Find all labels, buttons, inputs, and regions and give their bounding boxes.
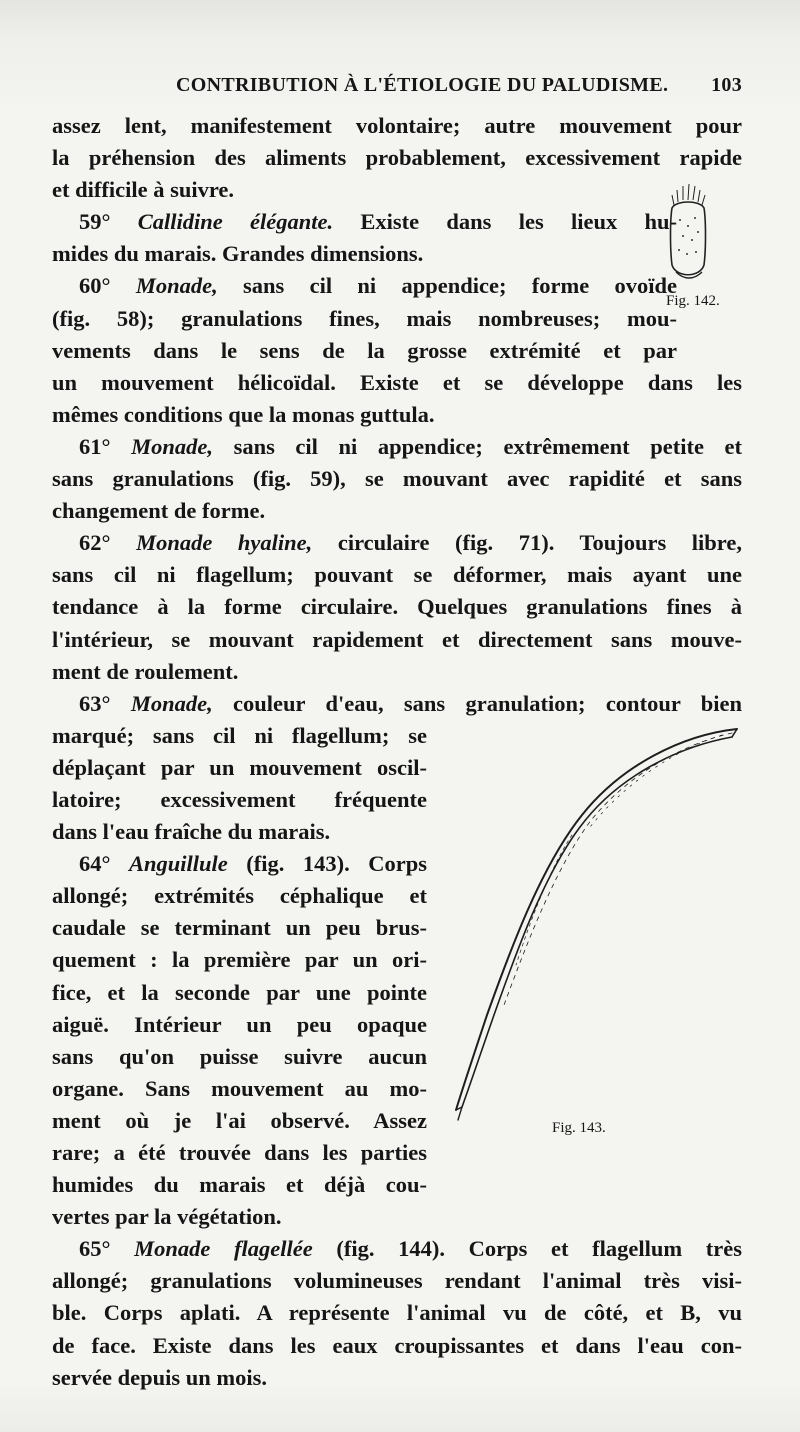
text-line: allongé; granulations volumineuses rendant l'animal très visi- <box>52 1268 742 1294</box>
entry-63-line: 63° Monade, couleur d'eau, sans granulation; contour bien <box>79 690 742 716</box>
text-line: ble. Corps aplati. A représente l'animal vu de côté, et B, vu <box>52 1300 742 1326</box>
text-line: dans l'eau fraîche du marais. <box>52 819 331 845</box>
text-line: sans granulations (fig. 59), se mouvant avec rapidité et sans <box>52 466 742 492</box>
text-line: déplaçant par un mouvement oscil- <box>52 754 427 780</box>
text-line: allongé; extrémités céphalique et <box>52 883 427 909</box>
text-line: changement de forme. <box>52 498 266 524</box>
text-line: mêmes conditions que la monas guttula. <box>52 401 435 427</box>
text-line: l'intérieur, se mouvant rapidement et directement sans mouve- <box>52 626 742 652</box>
page-number: 103 <box>711 74 742 96</box>
text-line: sans qu'on puisse suivre aucun <box>52 1043 427 1069</box>
entry-61-line: 61° Monade, sans cil ni appendice; extrêmement petite et <box>79 433 743 459</box>
text-line: humides du marais et déjà cou- <box>52 1172 427 1198</box>
text-line: vements dans le sens de la grosse extrémité et par <box>52 337 677 363</box>
text-line: (fig. 58); granulations fines, mais nombreuses; mou- <box>52 305 677 331</box>
text-line: la préhension des aliments probablement, excessivement rapide <box>52 145 742 171</box>
entry-62-line: 62° Monade hyaline, circulaire (fig. 71). Toujours libre, <box>79 530 742 556</box>
running-title: CONTRIBUTION À L'ÉTIOLOGIE DU PALUDISME. <box>176 74 669 96</box>
text-line: quement : la première par un ori- <box>52 947 427 973</box>
figure-142-caption: Fig. 142. <box>666 293 720 309</box>
text-line: un mouvement hélicoïdal. Existe et se développe dans les <box>52 369 742 395</box>
running-head <box>130 74 742 106</box>
entry-60-line: 60° Monade, sans cil ni appendice; forme ovoïde <box>79 273 678 299</box>
text-line: latoire; excessivement fréquente <box>52 786 427 812</box>
text-line: et difficile à suivre. <box>52 177 235 203</box>
text-line: tendance à la forme circulaire. Quelques granulations fines à <box>52 594 742 620</box>
text-line: aiguë. Intérieur un peu opaque <box>52 1011 427 1037</box>
text-line: assez lent, manifestement volontaire; autre mouvement pour <box>52 113 742 138</box>
text-line: ment où je l'ai observé. Assez <box>52 1107 427 1133</box>
figure-142-illustration <box>664 180 712 285</box>
figure-143-caption: Fig. 143. <box>552 1120 606 1136</box>
entry-65-line: 65° Monade flagellée (fig. 144). Corps et flagellum très <box>79 1236 742 1262</box>
text-line: de face. Existe dans les eaux croupissantes et dans l'eau con- <box>52 1332 742 1358</box>
text-line: rare; a été trouvée dans les parties <box>52 1140 427 1165</box>
text-line: marqué; sans cil ni flagellum; se <box>52 722 427 748</box>
text-line: mides du marais. Grandes dimensions. <box>52 241 424 267</box>
text-line: ment de roulement. <box>52 658 239 684</box>
text-line: fice, et la seconde par une pointe <box>52 979 427 1005</box>
entry-59-line: 59° Callidine élégante. Existe dans les lieux hu- <box>79 209 677 235</box>
text-line: servée depuis un mois. <box>52 1364 268 1390</box>
text-line: sans cil ni flagellum; pouvant se déformer, mais ayant une <box>52 562 742 588</box>
text-line: organe. Sans mouvement au mo- <box>52 1075 427 1101</box>
text-line: vertes par la végétation. <box>52 1204 282 1230</box>
figure-143-illustration <box>432 715 752 1125</box>
text-line: caudale se terminant un peu brus- <box>52 915 427 941</box>
entry-64-line: 64° Anguillule (fig. 143). Corps <box>79 851 428 877</box>
